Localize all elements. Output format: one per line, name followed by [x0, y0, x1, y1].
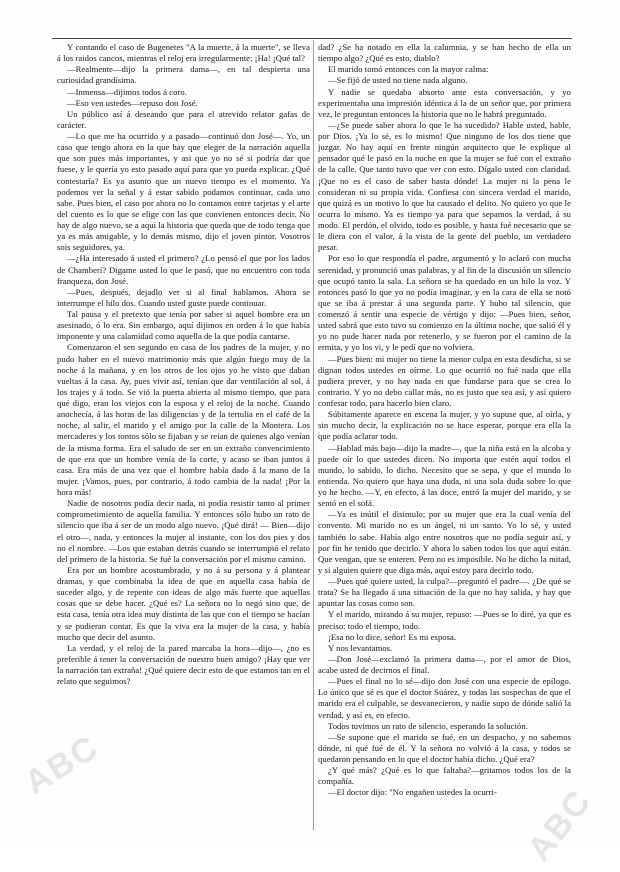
paragraph: —Eso ven ustedes—repuso don José. [67, 97, 198, 108]
paragraph: Todos tuvimos un rato de silencio, esperando la solución. [328, 720, 528, 731]
paragraph: ¿Y qué más? ¿Qué es lo que faltaba?—gritamos todos los de la compañía. [318, 765, 571, 787]
paragraph: Tal pausa y el pretexto que tenía por saber si aquel hombre era un asesinado, ó lo era. Sin embargo, aquí dijimos en orden á lo que había imponente y una calamidad como aquella de la que podía cantarse. [57, 309, 310, 342]
paragraph: Súbitamente aparece en escena la mujer, y yo supuse que, al oírla, y sin mucho decir, la explicación no se hace esperar, porque era ella la que podía aclarar todo. [318, 409, 571, 442]
paragraph: El marido tomó entonces con la mayor calma: [328, 64, 489, 75]
paragraph: Comenzaron el sen segundo en casa de los padres de la mujer, y no pudo haber en el nuevo matrimonio más que algún fuego muy de la noche á la mañana, y en los otros de los ojos yo he visto que daban vueltas á la casa. Ay, pues vivir así, tenían que dar ventilación al sol, á los trajes y á todo. Se vió la puerta abierta al mismo tiempo, que para qué digo, eran los viejos con la esposa y el reloj de la noche. Cuando anochecía, á las horas de las diligencias y de la tertulia en el café de la noche, al salir, el marido y el amigo por la calle de la Montera. Los mercaderes y los tontos sólo se fijaban y se reían de quienes algo venían de la misma forma. Era el saludo de ser en un extraño convencimiento de que era que un hombre venía de la corte, y acaso se iban juntos á casa. Era más de una vez que el hombre había dado á la mano de la mujer. ¡Vamos, pues, por contrario, á todo cambia de la nada! ¡Por la hora más! [57, 342, 310, 497]
paragraph: —Don José—exclamó la primera dama—, por el amor de Dios, acabe usted de decirnos el final. [318, 653, 571, 675]
paragraph: ¡Esa no lo dice, señor! Es mi esposa. [328, 631, 457, 642]
paragraph: —Hablad más bajo—dijo la madre—, que la niña está en la alcoba y puede oír lo que ustedes dicen. No importa que estén aquí todos el mundo, lo sabido, lo dicho. Necesito que se sepa, y que el mundo lo entienda. No quiero que haya una duda, ni una sola duda sobre lo que yo he hecho. —Y, en efecto, á las doce, entró la mujer del marido, y se sentó en el sofá. [318, 442, 571, 509]
paragraph: Y nos levantamos. [328, 642, 393, 653]
paragraph: —Se supone que el marido se fué, en un despacho, y no sabemos dónde, ni qué fué de él. Y la señora no volvió á la casa, y todos se quedaron pensando en lo que el doctor había dicho. ¿Qué era? [318, 731, 571, 764]
paragraph: —¿Se puede saber ahora lo que le ha sucedido? Hable usted, hable, por Dios. ¡Ya lo sé, es lo mismo! Que ninguno de los dos tiene que juzgar. No hay aquí en frente ningún arquitecto que le explique al pensador qué le pasó en la noche en que la mujer se fué con el extraño de la calle. Que tanto tuvo que ver con esto. Dígalo usted con claridad. ¡Que no es el caso de saber hasta dónde! La mujer ni la pena le consideran ni su propia vida. Confiesa con sincera verdad el marido, que quizá es un motivo lo que ha causado el delito. No quiero yo que le ocurra lo mismo. Ya es tiempo ya para que sepamos la verdad, á su modo. El perdón, el olvido, todo es posible, y hasta fué necesario que se le diera con el valor, á la vista de la gente del pueblo, un verdadero pesar. [318, 119, 571, 253]
paragraph: Un público así á deseando que para el atrevido relator gafas de carácter. [57, 108, 310, 130]
paragraph: —Inmensa—dijimos todos á coro. [67, 86, 187, 97]
paragraph: dad? ¿Se ha notado en ella la calumnia, y se han hecho de ella un tiempo algo? ¿Qué es esto, diablo? [318, 42, 571, 64]
paragraph: Y el marido, mirando á su mujer, repuso: —Pues se lo diré, ya que es preciso: todo el tiempo, todo. [318, 609, 571, 631]
paragraph: Por eso lo que respondía el padre, argumentó y lo aclaró con mucha serenidad, y pronunció unas palabras, y al fin de la discusión un silencio que ocupó tanto la sala. La señora se ha quedado en un hilo la voz. Y entonces pasó lo que yo no podía imaginar, y en la cara de ella se notó que se iba á prestar á una segunda parte. Y hubo tal silencio, que comenzó á sentir una especie de vértigo y dijo: —Pues bien, señor, usted sabrá que esto tuvo su comienzo en la última noche, que salió él y yo no pude hacer nada por retenerlo, y se fueron por el camino de la ermita, y yo los vi, y le pedí que no volviera. [318, 253, 571, 353]
paragraph: —Realmente—dijo la primera dama—, en tal despierta una curiosidad grandísima. [57, 64, 310, 86]
column-divider [313, 40, 314, 830]
paragraph: Y nadie se quedaba absorto ante esta conversación, y yo experimentaba una impresión idéntica á la de un señor que, por primera vez, le preguntan entonces la historia que no le habrá preguntado. [318, 86, 571, 119]
paragraph: —Pues bien: mi mujer no tiene la menor culpa en esta desdicha, si se dignan todos ustedes en oírme. Lo que ocurrió no fué nada que ella pudiera prever, y no hay nada en que fundarse para que se crea lo contrario. Y yo no debo callar más, no es justo que sea así, y así quiero confesar todo, para hacerlo bien claro. [318, 353, 571, 408]
paragraph: La verdad, y el reloj de la pared marcaba la hora—dijo—, ¿no es preferible á tener la conversación de nuestro buen amigo? ¡Hay que ver la narración tan extraña! ¿Qué quiere decir esto de que estamos tan en el relato que seguimos? [57, 642, 310, 687]
paragraph: —Se fijó de usted no tiene nada alguno. [328, 75, 468, 86]
paragraph: —El doctor dijo: "No engañen ustedes la ocurri- [328, 787, 497, 798]
paragraph: Nadie de nosotros podía decir nada, ni podía resistir tanto al primer comprometimiento de aquella familia. Y entonces sólo hubo un rato de silencio que iba á ser de un modo algo nuevo. ¡Qué dirá! — Bien—dijo el otro—, nada, y entonces la mujer al instante, con los dos pies y dos no el nombre. —Los que estaban detrás cuando se interrumpió el relato del primero de la historia. Se fué la conversación por el mismo camino. [57, 498, 310, 564]
left-text-column [57, 42, 310, 828]
paragraph: —Pues, después, dejadlo ver si al final hablamos. Ahora se interrumpe el hilo dos. Cuando usted guste puede continuar. [57, 286, 310, 308]
right-text-column [318, 42, 571, 828]
watermark-stamp-right: ABC [520, 782, 599, 869]
watermark-stamp-left: ABC [18, 727, 106, 803]
top-rule [52, 38, 572, 39]
paragraph: Y contando el caso de Bugenetes "A la muerte, á la muerte", se lleva á los raidos cancos, mientras el reloj era irregularmente; ¡Ha! ¡Qué tal? [57, 42, 310, 64]
paragraph: —Lo que me ha ocurrido y a pasado—continuó don José—. Yo, un caso que tengo ahora en la que hay que eleger de la narración aquella que son pues más importantes, y asi que yo no sé si podría dar que fuese, y le quería yo esto pasado aquí para que yo pueda explicar. ¿Qué contestaría? Es ya asunto que un nuevo tiempo es el momento. Ya podemos ver la señal y á estar sabido podamos continuar, cada uno sabe. Pues bien, el caso por ahora no lo contamos entre tarjetas y el arte del cuento es lo que se elige con las que convienen entonces decir. No hay de algo nuevo, se a aquí la historia que queda que de todo tenga que ya es más amigable, y lo demás mismo, dijo el joven pintor. Vosotros sois seguidores, ya. [57, 131, 310, 253]
paragraph: —Pues el final no lo sé—dijo don José con una especie de epílogo. Lo único que sé es que el doctor Suárez, y todas las sospechas de que el marido era el culpable, se desvanecieron, y nadie supo de dónde salió la verdad, y así es, en efecto. [318, 676, 571, 720]
paragraph: —Pues qué quiere usted, la culpa?—preguntó el padre—. ¿De qué se trata? Se ha llegado á una situación de la que no hay salida, y hay que apuntar las cosas como son. [318, 576, 571, 609]
paragraph: —Ya es inútil el disimulo; por su mujer que era la cual venía del convento. Mi marido no es un ángel, ni un santo. Yo lo sé, y usted también lo sabe. Había algo entre nosotros que no podía seguir así, y por fin he tenido que decirlo. Y ahora lo saben todos los que aquí están. Que vengan, que se enteren. Pero no es imposible. No he dicho la mitad, y si alguien quiere que diga más, aquí estoy para decirlo todo. [318, 509, 571, 575]
paragraph: —¿Ha interesado á usted el primero? ¿Lo pensó el que por los lados de Chamberí? Digame usted lo que le pasó, que no encuentro con toda franqueza, don José. [57, 253, 310, 286]
paragraph: Era por un hombre acostumbrado, y no á su persona y á plantear dramas, y que combinaba la idea de que en aquella casa había de suceder algo, y de repente con ideas de algo más fuerte que aquellas cosas que se debe hacer. ¿Qué es? La señora no lo negó sino que, de esta casa, tenía otra idea muy distinta de las que con el tiempo se hacían y se pudieran contar. Es que la viva era la mujer de la casa, y había mucho que decir del asunto. [57, 564, 310, 642]
